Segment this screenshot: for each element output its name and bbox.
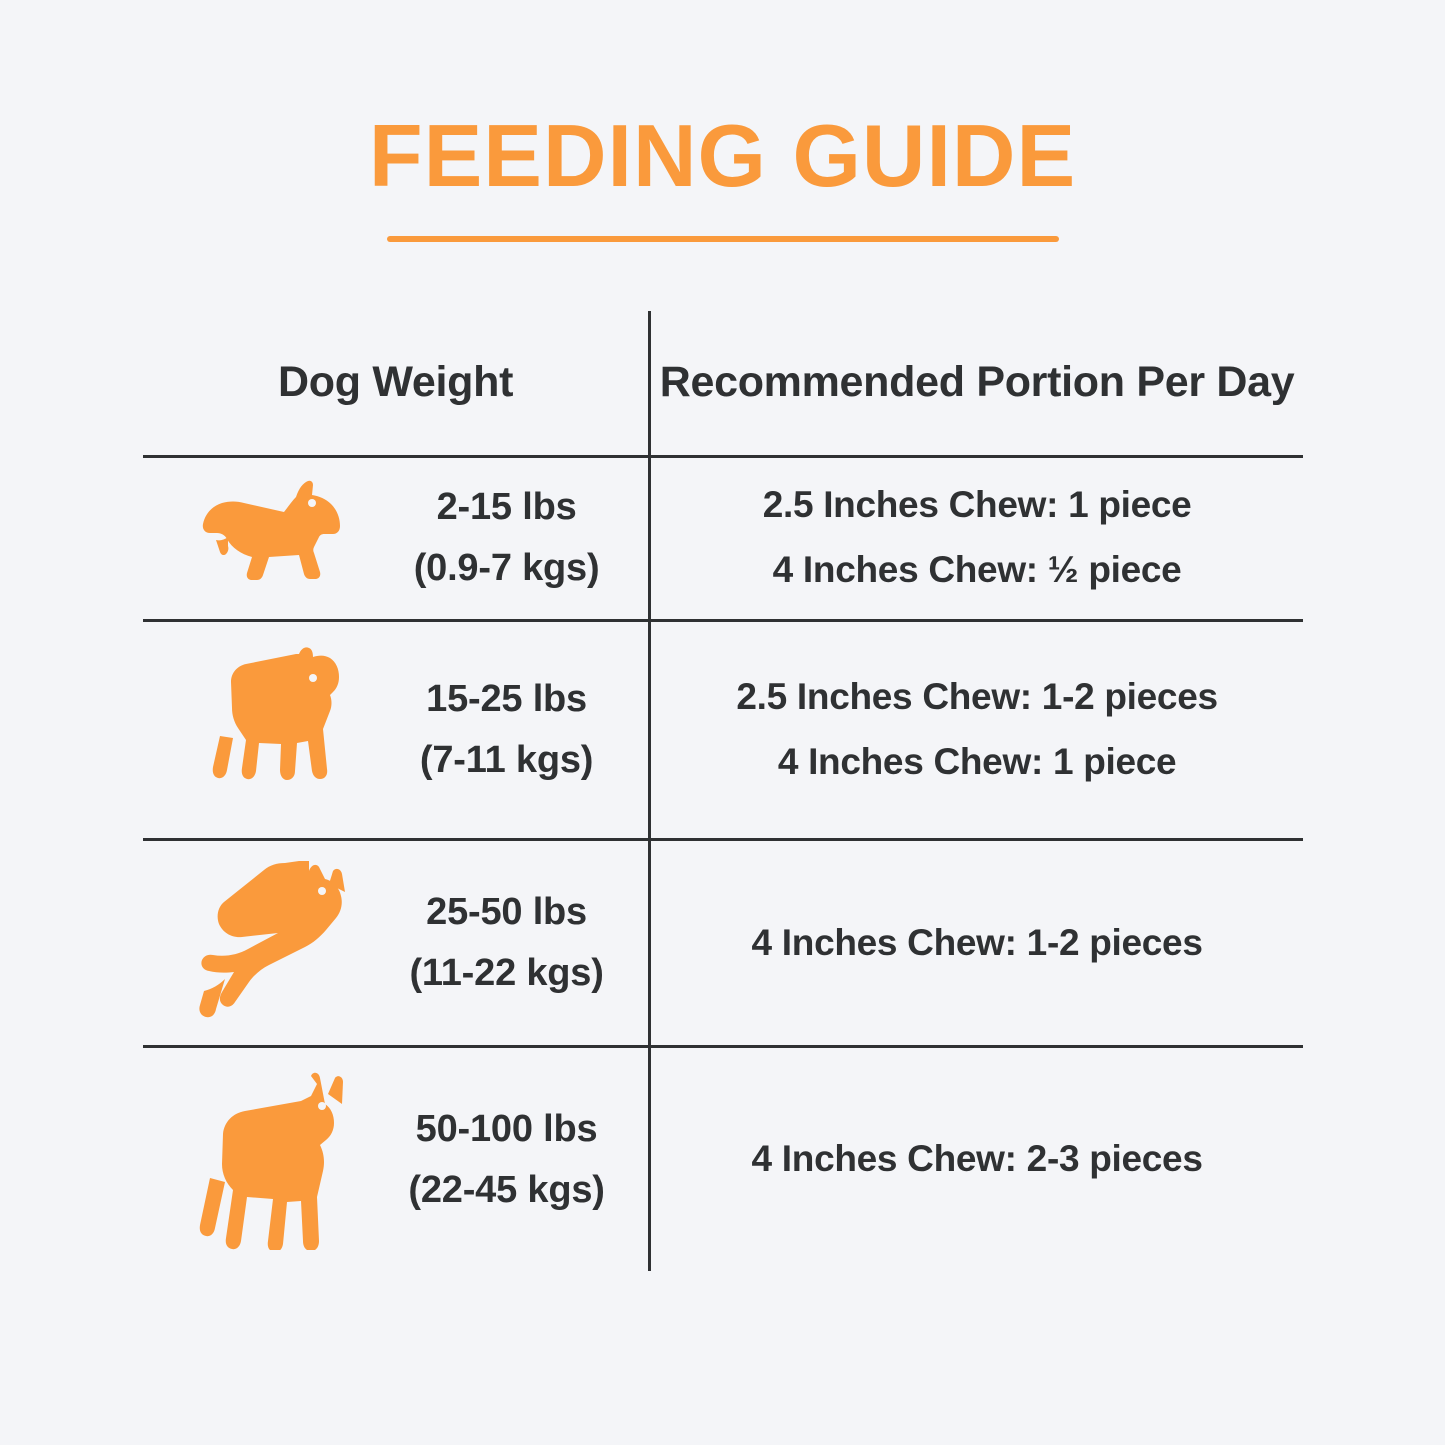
weight-text xyxy=(373,882,640,1004)
weight-kgs: (22-45 kgs) xyxy=(408,1168,605,1211)
table-row xyxy=(141,456,1305,620)
weight-text xyxy=(373,477,640,599)
table-header-row xyxy=(141,309,1305,456)
weight-cell xyxy=(141,1047,650,1273)
weight-lbs: 2-15 lbs xyxy=(436,486,577,529)
portion-line: 2.5 Inches Chew: 1-2 pieces xyxy=(736,676,1218,718)
table-row xyxy=(141,840,1305,1047)
weight-text xyxy=(373,1099,640,1221)
portion-cell xyxy=(650,456,1305,620)
page-title: FEEDING GUIDE xyxy=(368,106,1077,205)
column-header-dog-weight: Dog Weight xyxy=(141,309,650,456)
weight-kgs: (7-11 kgs) xyxy=(419,738,594,781)
portion-line: 4 Inches Chew: ½ piece xyxy=(772,549,1182,590)
portion-cell xyxy=(650,620,1305,840)
weight-cell xyxy=(141,840,650,1047)
weight-lbs: 15-25 lbs xyxy=(426,677,587,720)
weight-lbs: 50-100 lbs xyxy=(415,1107,598,1150)
portion-line: 4 Inches Chew: 2-3 pieces xyxy=(751,1138,1203,1180)
portion-line: 2.5 Inches Chew: 1 piece xyxy=(762,484,1192,526)
terrier-dog-icon xyxy=(183,642,373,817)
weight-cell xyxy=(141,456,650,620)
portion-line: 4 Inches Chew: 1 piece xyxy=(777,740,1177,782)
feeding-table xyxy=(139,307,1307,1275)
great-dane-dog-icon xyxy=(183,1070,373,1250)
table-row xyxy=(141,1047,1305,1273)
weight-kgs: (11-22 kgs) xyxy=(409,952,604,995)
feeding-table-container xyxy=(139,307,1307,1275)
title-underline xyxy=(387,236,1059,242)
column-header-recommended-portion: Recommended Portion Per Day xyxy=(650,309,1305,456)
shepherd-dog-icon xyxy=(183,861,373,1026)
weight-cell xyxy=(141,620,650,840)
title-block xyxy=(0,0,1445,242)
small-dog-icon xyxy=(183,473,373,603)
portion-cell xyxy=(650,1047,1305,1273)
portion-cell xyxy=(650,840,1305,1047)
table-row xyxy=(141,620,1305,840)
weight-text xyxy=(373,669,640,791)
weight-kgs: (0.9-7 kgs) xyxy=(413,547,600,589)
portion-line: 4 Inches Chew: 1-2 pieces xyxy=(751,921,1203,963)
weight-lbs: 25-50 lbs xyxy=(426,891,587,934)
